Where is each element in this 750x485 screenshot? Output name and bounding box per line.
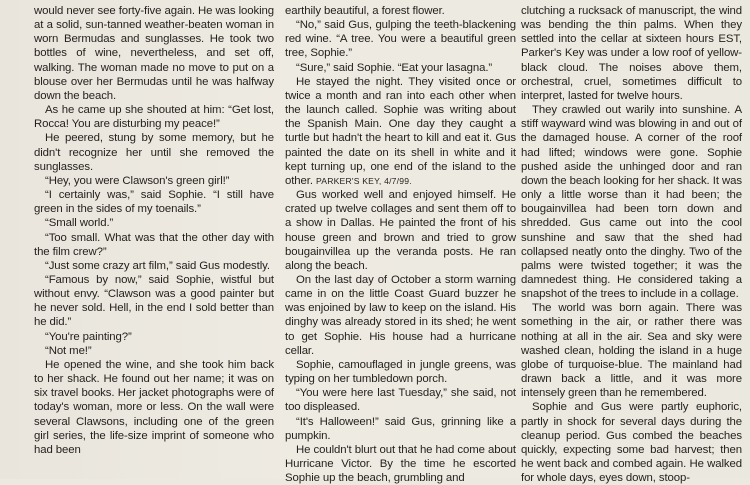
dateline: PARKER'S KEY, 4/7/99.: [315, 175, 412, 186]
paragraph: “Hey, you were Clawson's green girl!”: [45, 174, 230, 187]
paragraph: earthily beautiful, a forest flower.: [285, 5, 445, 17]
paragraph: “You were here last Tuesday,” she said, not too displeased.: [285, 387, 516, 414]
paragraph: “Famous by now,” said Sophie, wistful but without envy. “Clawson was a good painter but he never sold. Hell, in the end I sold better than he did.”: [34, 273, 274, 329]
paragraph: The world was born again. There was something in the air, or rather there was nothing at all in the air. Sea and sky were washed clean, holding the island in a huge globe of turquoise-blue. The mainland had drawn back a little, and it was more intensely green than he remembered.: [521, 302, 742, 400]
paragraph: “Sure,” said Sophie. “Eat your lasagna.”: [296, 61, 493, 74]
paragraph-text: He stayed the night. They visited once or twice a month and ran into each other when the launch called. Sophie was writing about the Spanish Main. One day they caught a turtle but hadn't the heart to kill and eat it. Gus painted the date on its shell in white and it kept turning up, one end of the island to the other.: [285, 75, 516, 187]
column-1: [34, 4, 274, 457]
paragraph: “Not me!”: [45, 344, 92, 357]
paragraph: “Small world.”: [45, 217, 114, 230]
paragraph: “Too small. What was that the other day with the film crew?”: [34, 231, 274, 258]
column-3: [521, 4, 742, 485]
paragraph: “No,” said Gus, gulping the teeth-blackening red wine. “A tree. You were a beautiful green tree, Sophie.”: [285, 19, 516, 60]
paragraph: “Just some crazy art film,” said Gus modestly.: [45, 259, 270, 272]
paragraph: He peered, stung by some memory, but he didn't recognize her until she removed the sunglasses.: [34, 132, 274, 173]
paragraph: Gus worked well and enjoyed himself. He crated up twelve collages and sent them off to a show in Dallas. He painted the front of his house green and brown and tried to grow bougainvillea up the veranda posts. He ran along the beach.: [285, 189, 516, 272]
paragraph: “I certainly was,” said Sophie. “I still have green in the sides of my toenails.”: [34, 189, 274, 216]
paragraph: As he came up she shouted at him: “Get lost, Rocca! You are disturbing my peace!”: [34, 104, 274, 131]
paragraph: “You're painting?”: [45, 330, 132, 343]
paragraph: Sophie, camouflaged in jungle greens, was typing on her tumbledown porch.: [285, 358, 516, 386]
paragraph: He opened the wine, and she took him back to her shack. He found out her name; it was on six travel books. Her jacket photographs were of today's woman, more or less. On the wall were several Clawsons, including one of the green girl series, the life-size imprint of someone who had been: [34, 358, 274, 456]
column-2: [285, 4, 516, 485]
paragraph: He couldn't blurt out that he had come about Hurricane Victor. By the time he escorted Sophie up the beach, grumbling and: [285, 443, 516, 485]
paragraph: “It's Halloween!” said Gus, grinning like a pumpkin.: [285, 415, 516, 442]
paragraph: [285, 75, 516, 188]
paragraph: On the last day of October a storm warning came in on the little Coast Guard buzzer he was enjoined by law to keep on the island. His dinghy was already stored in its shed; he went to get Sophie. His house had a hurricane cellar.: [285, 273, 516, 357]
paragraph: clutching a rucksack of manuscript, the wind was bending the thin palms. When they settled into the cellar at sixteen hours EST, Parker's Key was under a low roof of yellow-black cloud. The noises above them, orchestral, cruel, sometimes difficult to interpret, lasted for twelve hours.: [521, 5, 742, 102]
paragraph: would never see forty-five again. He was looking at a solid, sun-tanned weather-beaten woman in worn Bermudas and sunglasses. He took two bottles of wine, nevertheless, and set off, walking. The woman made no move to put on a blouse over her Bermudas until he was halfway down the beach.: [34, 5, 274, 102]
paragraph: They crawled out warily into sunshine. A stiff wayward wind was blowing in and out of the damaged house. A corner of the roof had lifted; windows were gone. Sophie pushed aside the unhinged door and ran down the beach looking for her shack. It was only a little worse than it had been; the bougainvillea had been torn down and shredded. Gus came out into the cool sunshine and saw that the shed had collapsed neatly onto the dinghy. Two of the palms were twisted together; it was the damnedest thing. He considered taking a snapshot of the trees to include in a collage.: [521, 104, 742, 301]
paragraph: Sophie and Gus were partly euphoric, partly in shock for several days during the cleanup period. Gus combed the beaches quickly, expecting some bad harvest; then he went back and combed again. He walked for whole days, eyes down, stoop-: [521, 401, 742, 485]
